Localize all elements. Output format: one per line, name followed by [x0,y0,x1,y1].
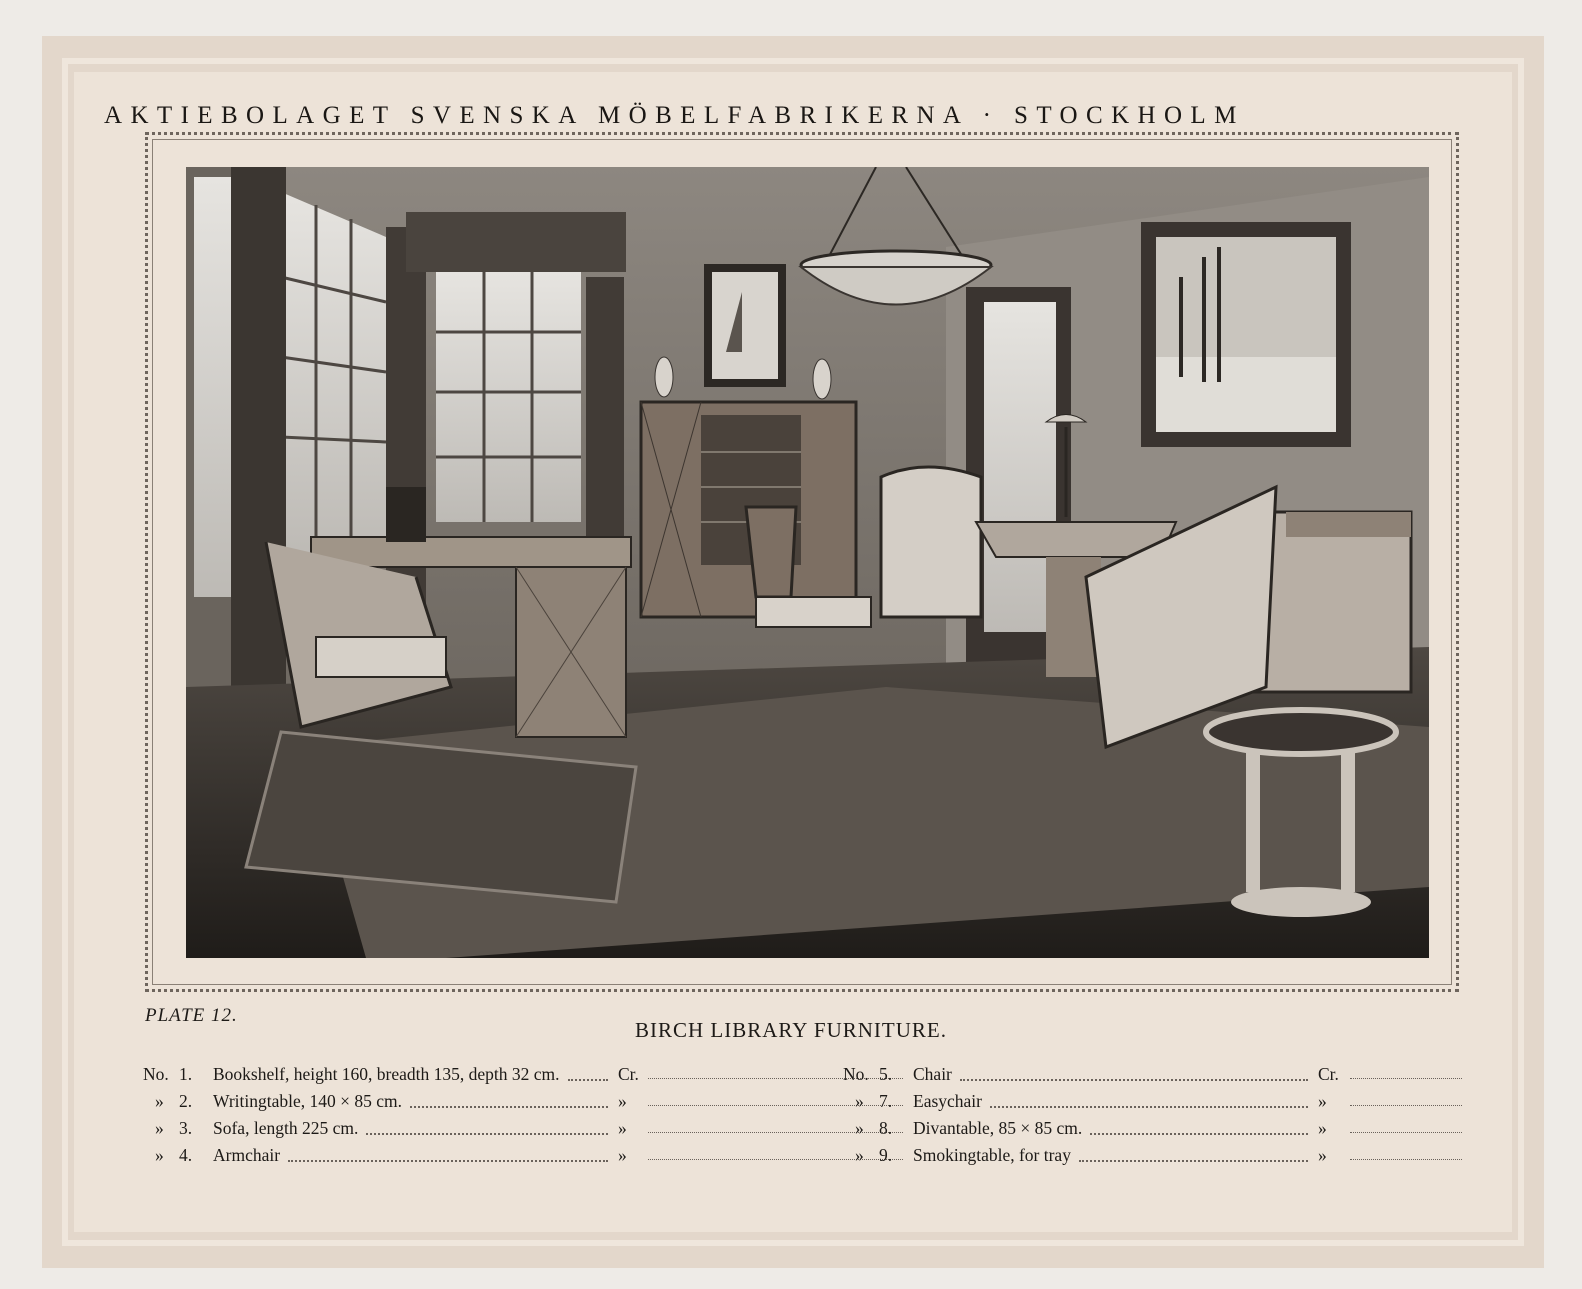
currency-mark: Cr. [618,1064,639,1084]
list-item: » 8. Divantable, 85 × 85 cm. » [843,1118,1463,1145]
plate-number: PLATE 12. [145,1005,238,1026]
list-item: » 2. Writingtable, 140 × 85 cm. » [143,1091,768,1118]
list-item: » 9. Smokingtable, for tray » [843,1145,1463,1172]
list-item: No. 1. Bookshelf, height 160, breadth 135, depth 32 cm. Cr. [143,1064,768,1091]
leader-dots [288,1160,608,1162]
price-blank-line [1350,1078,1462,1079]
price-blank-line [1350,1105,1462,1106]
item-description: Smokingtable, for tray [913,1145,1071,1165]
currency-mark: » [618,1118,627,1138]
item-description: Chair [913,1064,952,1084]
currency-mark: » [618,1091,627,1111]
currency-mark: » [1318,1118,1327,1138]
item-description: Sofa, length 225 cm. [213,1118,359,1138]
currency-mark: » [1318,1145,1327,1165]
currency-mark: Cr. [1318,1064,1339,1084]
plate-title: BIRCH LIBRARY FURNITURE. [634,1018,947,1042]
item-description: Armchair [213,1145,281,1165]
leader-dots [366,1133,608,1135]
leader-dots [990,1106,1308,1108]
list-item: » 3. Sofa, length 225 cm. » [143,1118,768,1145]
library-room-photograph [186,167,1429,958]
leader-dots [410,1106,608,1108]
item-description: Bookshelf, height 160, breadth 135, depth 32 cm. [213,1064,560,1084]
item-description: Divantable, 85 × 85 cm. [913,1118,1083,1138]
price-blank-line [1350,1159,1462,1160]
price-blank-line [1350,1132,1462,1133]
list-item: » 4. Armchair » [143,1145,768,1172]
leader-dots [1090,1133,1308,1135]
item-description: Writingtable, 140 × 85 cm. [213,1091,402,1111]
company-name-header: AKTIEBOLAGET SVENSKA MÖBELFABRIKERNA · STOCKHOLM [104,102,1245,129]
item-description: Easychair [913,1091,982,1111]
price-list-right [843,1064,1463,1172]
leader-dots [568,1079,608,1081]
currency-mark: » [618,1145,627,1165]
list-item: » 7. Easychair » [843,1091,1463,1118]
price-list-left [143,1064,768,1172]
list-item: No. 5. Chair Cr. [843,1064,1463,1091]
leader-dots [1079,1160,1308,1162]
currency-mark: » [1318,1091,1327,1111]
leader-dots [960,1079,1308,1081]
